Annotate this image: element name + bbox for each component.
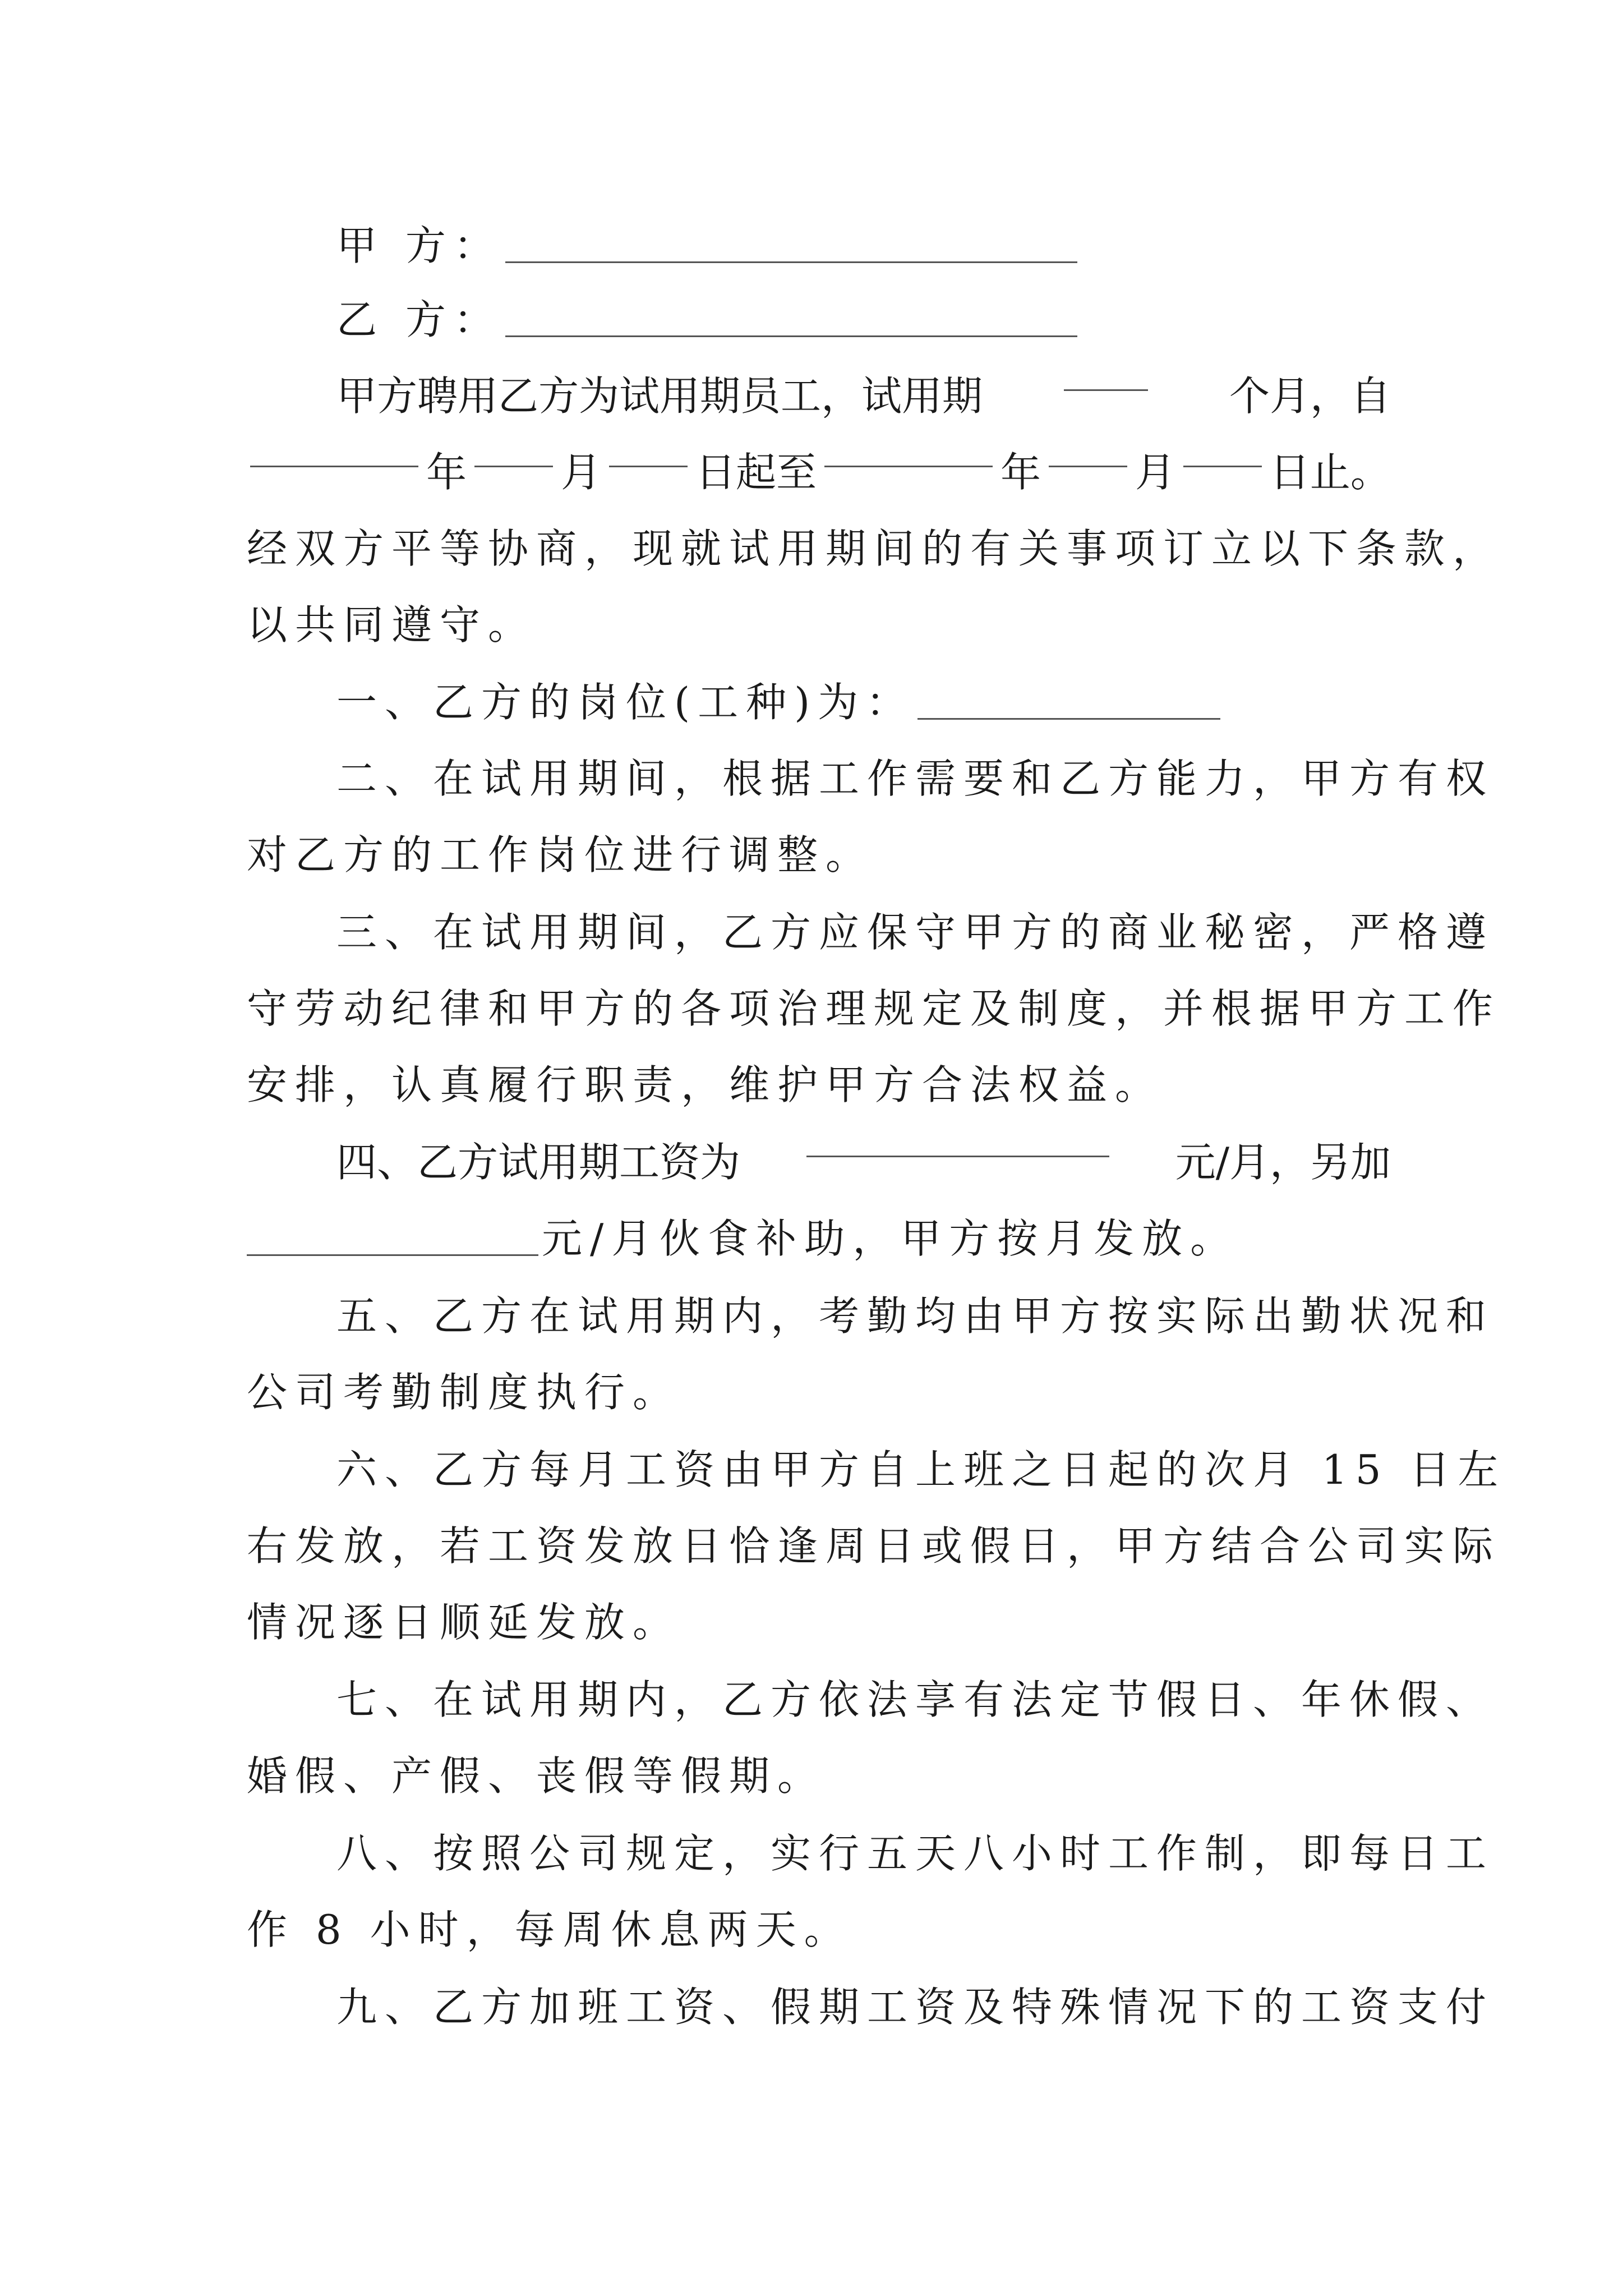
clause-4-line-1 [336,1123,1391,1202]
clause-1 [336,663,1391,742]
intro-text: 个月，自 [1229,372,1391,420]
clause-8-line-1: 八、按照公司规定，实行五天八小时工作制，即每日工 [336,1830,1495,1877]
clause-3-line-3: 安排，认真履行职责，维护甲方合法权益。 [247,1061,1164,1108]
end-year-blank[interactable] [824,433,993,467]
year-label: 年 [1000,449,1041,496]
party-a-line [336,206,1391,285]
clause-6-line-2: 右发放，若工资发放日恰逢周日或假日，甲方结合公司实际 [247,1522,1501,1570]
clause-3-line-2: 守劳动纪律和甲方的各项治理规定及制度，并根据甲方工作 [247,985,1501,1032]
party-b-blank[interactable] [505,303,1077,337]
clause-4-text: 四、乙方试用期工资为 [336,1139,741,1186]
month-label: 月 [560,449,601,496]
end-day-blank[interactable] [1183,433,1262,467]
clause-4-text: 元/月，另加 [1175,1139,1391,1186]
clause-5-line-2: 公司考勤制度执行。 [247,1369,681,1416]
clause-6-line-3: 情况逐日顺延发放。 [247,1599,681,1646]
party-b-label: 乙 方： [336,296,502,343]
party-a-blank[interactable] [505,229,1077,263]
start-day-blank[interactable] [609,433,688,467]
day-label: 日止。 [1269,449,1391,496]
clause-5-line-1: 五、乙方在试用期内，考勤均由甲方按实际出勤状况和 [336,1292,1495,1340]
intro-line-1 [336,357,1391,435]
clause-4-line-2 [247,1199,1391,1278]
party-a-label: 甲 方： [336,222,502,269]
intro-text: 甲方聘用乙方为试用期员工，试用期 [336,372,983,420]
salary-blank[interactable] [806,1123,1109,1157]
clause-6-line-1: 六、乙方每月工资由甲方自上班之日起的次月 15 日左 [336,1446,1506,1493]
clause-4-text: 元/月伙食补助，甲方按月发放。 [542,1215,1239,1262]
position-blank[interactable] [917,685,1220,720]
clause-2-line-2: 对乙方的工作岗位进行调整。 [247,831,874,878]
clause-2-line-1: 二、在试用期间，根据工作需要和乙方能力，甲方有权 [336,755,1495,802]
clause-1-text: 一、乙方的岗位(工种)为： [336,679,915,726]
end-month-blank[interactable] [1049,433,1127,467]
probation-months-blank[interactable] [1064,357,1148,391]
day-label: 日起至 [695,449,817,496]
year-label: 年 [426,449,467,496]
clause-9-line-1: 九、乙方加班工资、假期工资及特殊情况下的工资支付 [336,1984,1495,2031]
clause-7-line-1: 七、在试用期内，乙方依法享有法定节假日、年休假、 [336,1676,1495,1723]
start-month-blank[interactable] [474,433,553,467]
intro-line-3: 经双方平等协商，现就试用期间的有关事项订立以下条款， [247,525,1501,572]
month-label: 月 [1135,449,1175,496]
meal-allowance-blank[interactable] [247,1222,538,1256]
start-year-blank[interactable] [250,433,418,467]
clause-7-line-2: 婚假、产假、丧假等假期。 [247,1752,826,1800]
clause-8-line-2: 作 8 小时，每周休息两天。 [247,1906,852,1953]
party-b-line [336,280,1391,359]
clause-3-line-1: 三、在试用期间，乙方应保守甲方的商业秘密，严格遵 [336,909,1495,956]
intro-line-2 [247,433,1391,512]
intro-line-4: 以共同遵守。 [247,601,537,648]
